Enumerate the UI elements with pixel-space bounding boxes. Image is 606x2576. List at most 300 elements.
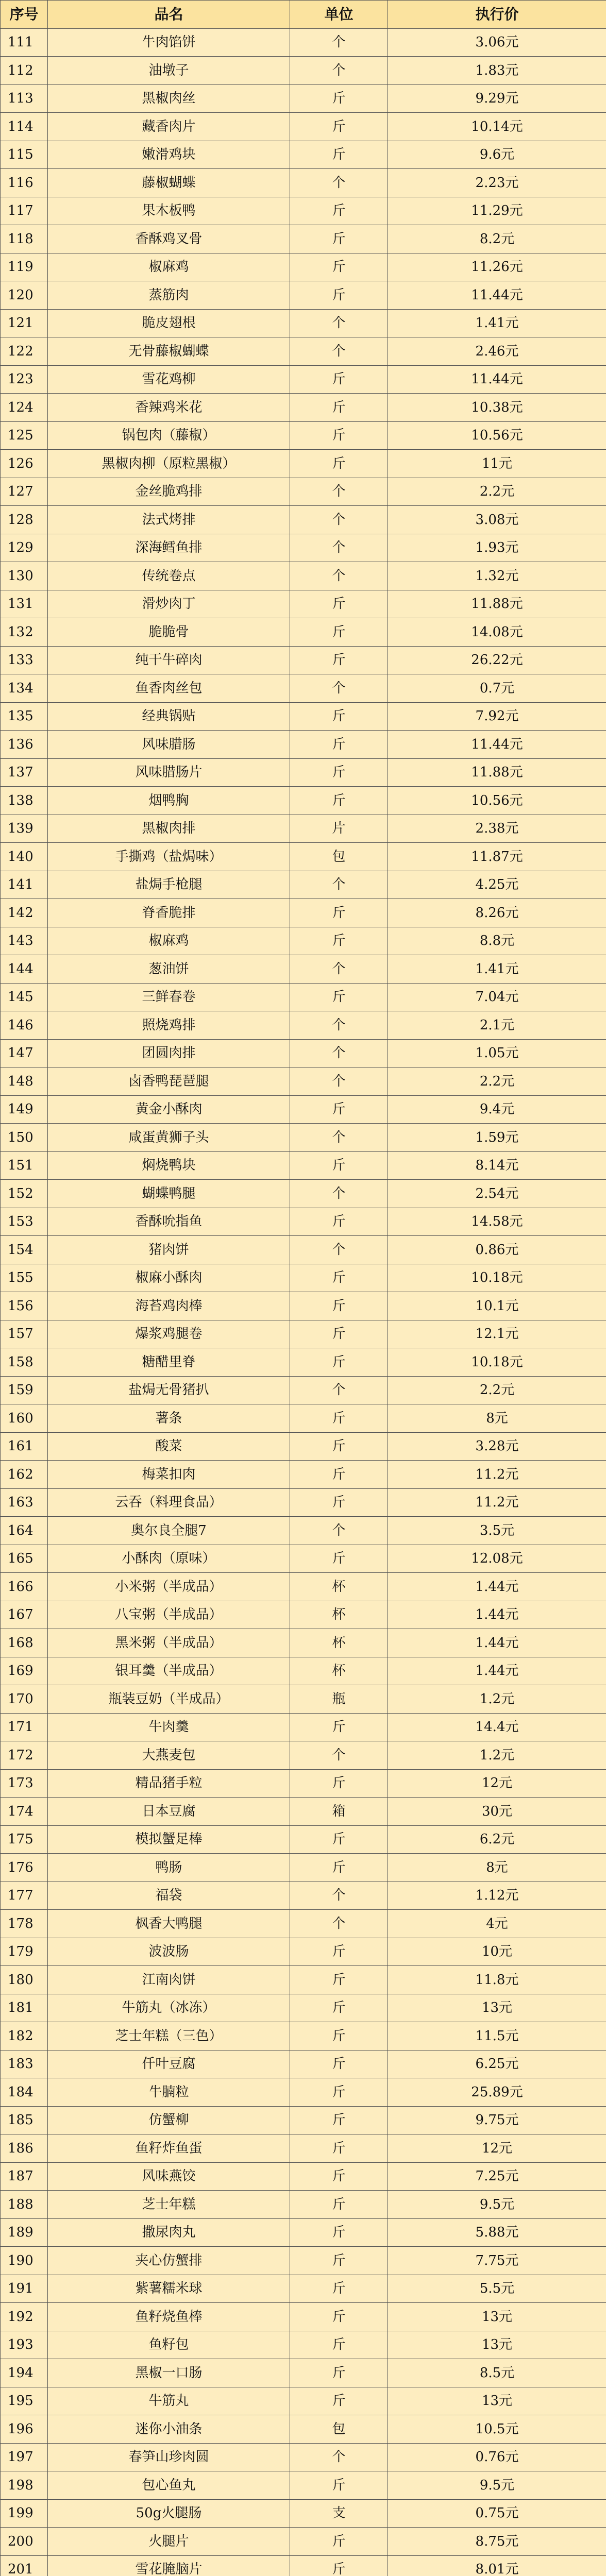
- item-unit: 瓶: [290, 1685, 388, 1714]
- table-row: [1, 1854, 606, 1882]
- item-price: 1.2元: [388, 1685, 606, 1714]
- item-name: 海苔鸡肉棒: [48, 1292, 290, 1320]
- table-row: [1, 2555, 606, 2576]
- row-number: 119: [1, 253, 48, 281]
- item-price: 25.89元: [388, 2078, 606, 2107]
- item-name: 云吞（料理食品）: [48, 1488, 290, 1517]
- item-price: 30元: [388, 1798, 606, 1826]
- item-unit: 斤: [290, 2471, 388, 2500]
- row-number: 160: [1, 1404, 48, 1433]
- row-number: 124: [1, 394, 48, 422]
- item-name: 脆脆骨: [48, 618, 290, 647]
- item-unit: 斤: [290, 225, 388, 253]
- item-price: 4元: [388, 1910, 606, 1938]
- item-name: 雪花鸡柳: [48, 365, 290, 394]
- item-name: 黑椒肉丝: [48, 84, 290, 113]
- table-row: [1, 421, 606, 450]
- item-unit: 斤: [290, 1095, 388, 1124]
- table-row: [1, 2247, 606, 2275]
- row-number: 162: [1, 1461, 48, 1489]
- item-name: 波波肠: [48, 1938, 290, 1966]
- item-price: 13元: [388, 2387, 606, 2415]
- row-number: 173: [1, 1769, 48, 1798]
- item-unit: 斤: [290, 1713, 388, 1741]
- table-row: [1, 1573, 606, 1601]
- item-price: 11元: [388, 450, 606, 478]
- item-unit: 斤: [290, 1488, 388, 1517]
- item-unit: 斤: [290, 281, 388, 310]
- row-number: 171: [1, 1713, 48, 1741]
- table-row: [1, 871, 606, 899]
- item-unit: 斤: [290, 394, 388, 422]
- item-price: 11.88元: [388, 590, 606, 618]
- item-price: 2.1元: [388, 1011, 606, 1040]
- item-price: 9.5元: [388, 2471, 606, 2500]
- item-price: 8.75元: [388, 2528, 606, 2556]
- item-unit: 个: [290, 955, 388, 984]
- header-price: 执行价: [388, 1, 606, 29]
- item-name: 黑椒一口肠: [48, 2359, 290, 2387]
- item-name: 经典锅贴: [48, 702, 290, 731]
- row-number: 199: [1, 2499, 48, 2528]
- item-name: 紫薯糯米球: [48, 2275, 290, 2303]
- row-number: 138: [1, 787, 48, 815]
- item-unit: 斤: [290, 1461, 388, 1489]
- item-price: 0.7元: [388, 674, 606, 703]
- row-number: 182: [1, 2022, 48, 2050]
- table-row: [1, 2218, 606, 2247]
- item-unit: 杯: [290, 1601, 388, 1629]
- item-price: 2.46元: [388, 337, 606, 366]
- table-row: [1, 197, 606, 225]
- item-name: 纯干牛碎肉: [48, 646, 290, 674]
- row-number: 156: [1, 1292, 48, 1320]
- item-name: 模拟蟹足棒: [48, 1825, 290, 1854]
- item-price: 8.8元: [388, 927, 606, 955]
- item-name: 香酥鸡叉骨: [48, 225, 290, 253]
- item-unit: 个: [290, 871, 388, 899]
- item-price: 11.2元: [388, 1461, 606, 1489]
- item-price: 3.5元: [388, 1517, 606, 1545]
- table-row: [1, 506, 606, 534]
- item-name: 奥尔良全腿7: [48, 1517, 290, 1545]
- item-name: 鱼香肉丝包: [48, 674, 290, 703]
- header-no: 序号: [1, 1, 48, 29]
- row-number: 128: [1, 506, 48, 534]
- row-number: 200: [1, 2528, 48, 2556]
- row-number: 129: [1, 534, 48, 562]
- table-row: [1, 1882, 606, 1910]
- table-row: [1, 1432, 606, 1461]
- item-unit: 斤: [290, 899, 388, 927]
- row-number: 185: [1, 2106, 48, 2134]
- row-number: 172: [1, 1741, 48, 1770]
- item-price: 5.88元: [388, 2218, 606, 2247]
- item-unit: 个: [290, 57, 388, 85]
- row-number: 112: [1, 57, 48, 85]
- row-number: 127: [1, 478, 48, 506]
- table-header: [1, 1, 606, 29]
- item-name: 薯条: [48, 1404, 290, 1433]
- item-unit: 包: [290, 843, 388, 871]
- row-number: 141: [1, 871, 48, 899]
- item-name: 三鲜春卷: [48, 983, 290, 1011]
- item-price: 2.38元: [388, 815, 606, 843]
- table-row: [1, 478, 606, 506]
- row-number: 195: [1, 2387, 48, 2415]
- row-number: 198: [1, 2471, 48, 2500]
- item-price: 12元: [388, 1769, 606, 1798]
- row-number: 111: [1, 28, 48, 57]
- table-row: [1, 28, 606, 57]
- table-row: [1, 1966, 606, 1994]
- table-row: [1, 84, 606, 113]
- item-unit: 个: [290, 478, 388, 506]
- row-number: 192: [1, 2303, 48, 2331]
- item-price: 10.18元: [388, 1348, 606, 1377]
- item-unit: 个: [290, 169, 388, 197]
- item-name: 酸菜: [48, 1432, 290, 1461]
- table-row: [1, 787, 606, 815]
- item-unit: 斤: [290, 2218, 388, 2247]
- table-row: [1, 57, 606, 85]
- row-number: 115: [1, 141, 48, 169]
- item-unit: 斤: [290, 1320, 388, 1348]
- item-unit: 斤: [290, 2387, 388, 2415]
- item-name: 银耳羹（半成品）: [48, 1657, 290, 1685]
- table-row: [1, 253, 606, 281]
- item-name: 梅菜扣肉: [48, 1461, 290, 1489]
- item-name: 卤香鸭琵琶腿: [48, 1067, 290, 1096]
- item-price: 3.28元: [388, 1432, 606, 1461]
- item-name: 黑椒肉排: [48, 815, 290, 843]
- table-row: [1, 2528, 606, 2556]
- item-price: 2.2元: [388, 1067, 606, 1096]
- row-number: 153: [1, 1208, 48, 1236]
- table-row: [1, 337, 606, 366]
- item-unit: 斤: [290, 646, 388, 674]
- item-price: 10.56元: [388, 787, 606, 815]
- table-row: [1, 1938, 606, 1966]
- table-row: [1, 1011, 606, 1040]
- item-name: 仟叶豆腐: [48, 2050, 290, 2078]
- table-row: [1, 1376, 606, 1404]
- table-row: [1, 758, 606, 787]
- item-price: 1.2元: [388, 1741, 606, 1770]
- row-number: 132: [1, 618, 48, 647]
- item-unit: 斤: [290, 1938, 388, 1966]
- item-unit: 斤: [290, 1545, 388, 1573]
- item-unit: 斤: [290, 731, 388, 759]
- row-number: 166: [1, 1573, 48, 1601]
- row-number: 137: [1, 758, 48, 787]
- table-row: [1, 590, 606, 618]
- item-price: 8元: [388, 1404, 606, 1433]
- item-price: 13元: [388, 2303, 606, 2331]
- item-name: 牛腩粒: [48, 2078, 290, 2107]
- table-row: [1, 1769, 606, 1798]
- item-price: 8元: [388, 1854, 606, 1882]
- item-name: 无骨藤椒蝴蝶: [48, 337, 290, 366]
- table-row: [1, 1039, 606, 1067]
- table-row: [1, 1067, 606, 1096]
- table-row: [1, 1461, 606, 1489]
- item-price: 3.08元: [388, 506, 606, 534]
- row-number: 180: [1, 1966, 48, 1994]
- table-row: [1, 141, 606, 169]
- item-name: 爆浆鸡腿卷: [48, 1320, 290, 1348]
- row-number: 157: [1, 1320, 48, 1348]
- item-unit: 斤: [290, 365, 388, 394]
- item-price: 10.5元: [388, 2415, 606, 2444]
- item-unit: 个: [290, 534, 388, 562]
- item-name: 鱼籽烧鱼棒: [48, 2303, 290, 2331]
- item-price: 8.26元: [388, 899, 606, 927]
- item-name: 牛肉馅饼: [48, 28, 290, 57]
- table-row: [1, 1095, 606, 1124]
- item-price: 1.41元: [388, 309, 606, 337]
- item-name: 风味腊肠片: [48, 758, 290, 787]
- item-name: 精品猪手粒: [48, 1769, 290, 1798]
- item-unit: 斤: [290, 1854, 388, 1882]
- item-price: 6.25元: [388, 2050, 606, 2078]
- table-row: [1, 646, 606, 674]
- row-number: 159: [1, 1376, 48, 1404]
- row-number: 168: [1, 1629, 48, 1657]
- item-unit: 个: [290, 2443, 388, 2471]
- table-row: [1, 2359, 606, 2387]
- item-name: 芝士年糕（三色）: [48, 2022, 290, 2050]
- item-price: 12.1元: [388, 1320, 606, 1348]
- item-unit: 斤: [290, 1404, 388, 1433]
- table-row: [1, 955, 606, 984]
- item-unit: 斤: [290, 1348, 388, 1377]
- table-row: [1, 534, 606, 562]
- item-price: 12.08元: [388, 1545, 606, 1573]
- item-unit: 个: [290, 1376, 388, 1404]
- row-number: 118: [1, 225, 48, 253]
- row-number: 190: [1, 2247, 48, 2275]
- row-number: 184: [1, 2078, 48, 2107]
- item-name: 照烧鸡排: [48, 1011, 290, 1040]
- item-unit: 斤: [290, 1825, 388, 1854]
- item-name: 藤椒蝴蝶: [48, 169, 290, 197]
- item-unit: 斤: [290, 1994, 388, 2022]
- row-number: 187: [1, 2162, 48, 2191]
- item-name: 风味燕饺: [48, 2162, 290, 2191]
- table-row: [1, 618, 606, 647]
- item-name: 糖醋里脊: [48, 1348, 290, 1377]
- item-name: 法式烤排: [48, 506, 290, 534]
- row-number: 150: [1, 1124, 48, 1152]
- item-price: 2.23元: [388, 169, 606, 197]
- row-number: 114: [1, 113, 48, 141]
- row-number: 143: [1, 927, 48, 955]
- item-name: 牛筋丸（冰冻）: [48, 1994, 290, 2022]
- item-unit: 斤: [290, 2303, 388, 2331]
- item-price: 1.83元: [388, 57, 606, 85]
- item-price: 8.01元: [388, 2555, 606, 2576]
- item-price: 1.59元: [388, 1124, 606, 1152]
- item-name: 传统卷点: [48, 562, 290, 590]
- row-number: 191: [1, 2275, 48, 2303]
- row-number: 164: [1, 1517, 48, 1545]
- item-unit: 斤: [290, 2106, 388, 2134]
- item-price: 11.8元: [388, 1966, 606, 1994]
- item-price: 7.04元: [388, 983, 606, 1011]
- item-name: 黄金小酥肉: [48, 1095, 290, 1124]
- item-unit: 个: [290, 1236, 388, 1264]
- row-number: 161: [1, 1432, 48, 1461]
- item-unit: 斤: [290, 927, 388, 955]
- item-unit: 斤: [290, 983, 388, 1011]
- item-price: 8.14元: [388, 1151, 606, 1180]
- item-unit: 杯: [290, 1629, 388, 1657]
- row-number: 136: [1, 731, 48, 759]
- row-number: 186: [1, 2134, 48, 2163]
- table-row: [1, 983, 606, 1011]
- item-name: 小酥肉（原味）: [48, 1545, 290, 1573]
- table-row: [1, 1488, 606, 1517]
- item-name: 仿蟹柳: [48, 2106, 290, 2134]
- row-number: 176: [1, 1854, 48, 1882]
- item-name: 盐焗无骨猪扒: [48, 1376, 290, 1404]
- table-row: [1, 281, 606, 310]
- table-row: [1, 2387, 606, 2415]
- row-number: 123: [1, 365, 48, 394]
- item-name: 盐焗手枪腿: [48, 871, 290, 899]
- row-number: 125: [1, 421, 48, 450]
- table-row: [1, 562, 606, 590]
- item-name: 牛筋丸: [48, 2387, 290, 2415]
- item-unit: 斤: [290, 2050, 388, 2078]
- item-name: 葱油饼: [48, 955, 290, 984]
- item-unit: 个: [290, 1011, 388, 1040]
- item-price: 10.56元: [388, 421, 606, 450]
- item-unit: 斤: [290, 2331, 388, 2359]
- item-unit: 个: [290, 562, 388, 590]
- row-number: 146: [1, 1011, 48, 1040]
- item-price: 3.06元: [388, 28, 606, 57]
- item-name: 春笋山珍肉圆: [48, 2443, 290, 2471]
- item-name: 小米粥（半成品）: [48, 1573, 290, 1601]
- item-name: 迷你小油条: [48, 2415, 290, 2444]
- item-price: 8.2元: [388, 225, 606, 253]
- item-price: 12元: [388, 2134, 606, 2163]
- item-name: 椒麻小酥肉: [48, 1264, 290, 1292]
- item-name: 夹心仿蟹排: [48, 2247, 290, 2275]
- item-unit: 斤: [290, 1151, 388, 1180]
- row-number: 188: [1, 2191, 48, 2219]
- row-number: 197: [1, 2443, 48, 2471]
- table-row: [1, 2499, 606, 2528]
- table-row: [1, 731, 606, 759]
- table-row: [1, 1180, 606, 1208]
- item-name: 锅包肉（藤椒）: [48, 421, 290, 450]
- item-name: 50g火腿肠: [48, 2499, 290, 2528]
- item-unit: 个: [290, 309, 388, 337]
- table-row: [1, 815, 606, 843]
- table-row: [1, 2162, 606, 2191]
- table-row: [1, 169, 606, 197]
- table-row: [1, 1741, 606, 1770]
- row-number: 170: [1, 1685, 48, 1714]
- table-row: [1, 1320, 606, 1348]
- item-unit: 个: [290, 1067, 388, 1096]
- item-name: 芝士年糕: [48, 2191, 290, 2219]
- table-row: [1, 1657, 606, 1685]
- row-number: 144: [1, 955, 48, 984]
- item-price: 11.2元: [388, 1488, 606, 1517]
- table-row: [1, 1404, 606, 1433]
- item-name: 八宝粥（半成品）: [48, 1601, 290, 1629]
- row-number: 169: [1, 1657, 48, 1685]
- item-unit: 斤: [290, 2134, 388, 2163]
- table-row: [1, 309, 606, 337]
- item-price: 11.44元: [388, 731, 606, 759]
- row-number: 140: [1, 843, 48, 871]
- item-name: 黑椒肉柳（原粒黑椒）: [48, 450, 290, 478]
- table-row: [1, 843, 606, 871]
- table-body: [1, 28, 606, 2576]
- item-name: 果木板鸭: [48, 197, 290, 225]
- item-price: 1.44元: [388, 1573, 606, 1601]
- item-name: 烟鸭胸: [48, 787, 290, 815]
- item-name: 牛肉羹: [48, 1713, 290, 1741]
- item-name: 蒸筋肉: [48, 281, 290, 310]
- table-row: [1, 1798, 606, 1826]
- item-price: 2.2元: [388, 478, 606, 506]
- item-price: 11.44元: [388, 365, 606, 394]
- item-name: 焖烧鸭块: [48, 1151, 290, 1180]
- item-unit: 斤: [290, 84, 388, 113]
- item-name: 福袋: [48, 1882, 290, 1910]
- table-row: [1, 2078, 606, 2107]
- item-price: 8.5元: [388, 2359, 606, 2387]
- item-price: 13元: [388, 1994, 606, 2022]
- item-price: 9.75元: [388, 2106, 606, 2134]
- item-price: 11.5元: [388, 2022, 606, 2050]
- item-price: 11.88元: [388, 758, 606, 787]
- row-number: 175: [1, 1825, 48, 1854]
- item-unit: 包: [290, 2415, 388, 2444]
- item-unit: 斤: [290, 702, 388, 731]
- item-unit: 个: [290, 1039, 388, 1067]
- item-unit: 斤: [290, 197, 388, 225]
- item-unit: 斤: [290, 2191, 388, 2219]
- item-price: 7.75元: [388, 2247, 606, 2275]
- item-unit: 个: [290, 1910, 388, 1938]
- item-price: 1.12元: [388, 1882, 606, 1910]
- row-number: 116: [1, 169, 48, 197]
- table-row: [1, 113, 606, 141]
- item-price: 10.18元: [388, 1264, 606, 1292]
- row-number: 117: [1, 197, 48, 225]
- table-row: [1, 1264, 606, 1292]
- item-price: 10.14元: [388, 113, 606, 141]
- item-price: 2.2元: [388, 1376, 606, 1404]
- item-price: 14.08元: [388, 618, 606, 647]
- item-price: 1.05元: [388, 1039, 606, 1067]
- item-price: 9.5元: [388, 2191, 606, 2219]
- item-unit: 斤: [290, 450, 388, 478]
- table-row: [1, 1685, 606, 1714]
- item-name: 咸蛋黄狮子头: [48, 1124, 290, 1152]
- item-unit: 斤: [290, 141, 388, 169]
- table-row: [1, 1629, 606, 1657]
- item-unit: 个: [290, 337, 388, 366]
- item-name: 包心鱼丸: [48, 2471, 290, 2500]
